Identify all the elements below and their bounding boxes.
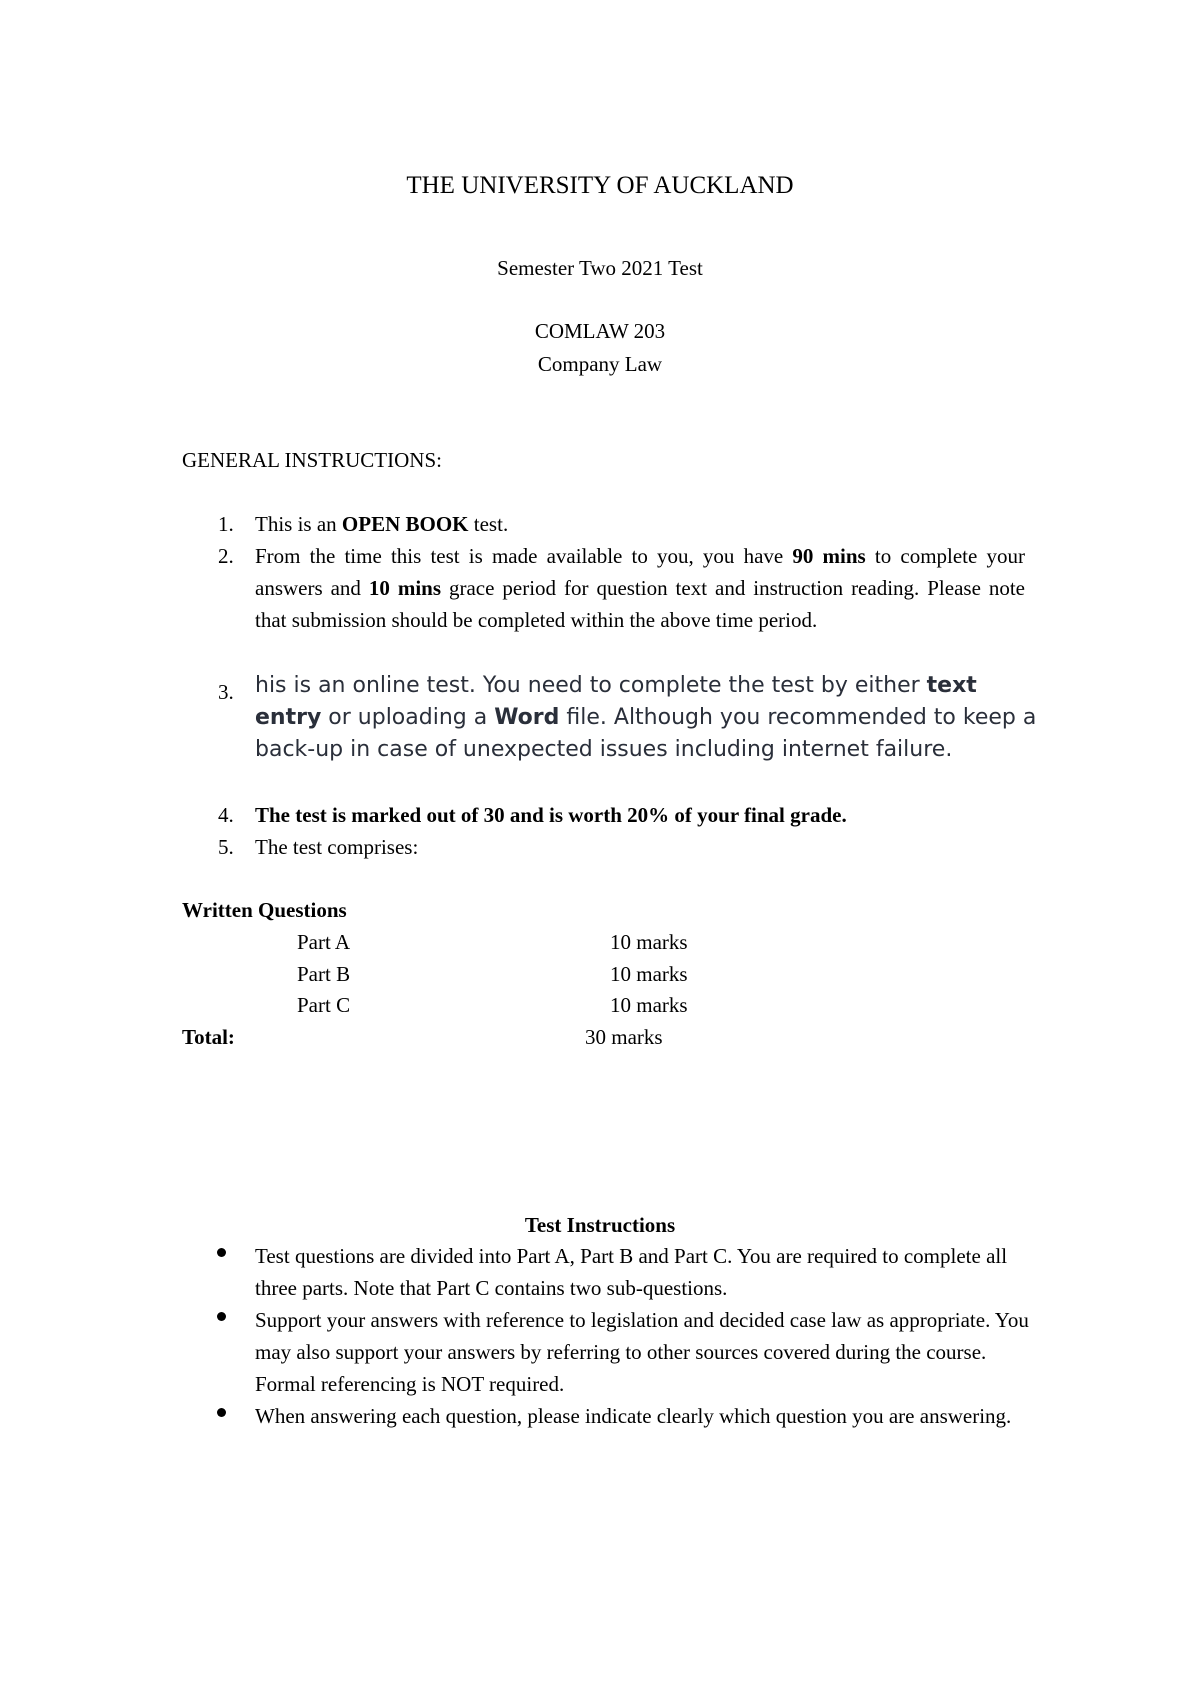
item-text: This is an xyxy=(255,512,342,536)
item-number: 4. xyxy=(218,803,234,827)
item-text: his is an online test. You need to complete the test by either xyxy=(255,673,927,698)
item-number: 3. xyxy=(218,680,234,704)
written-questions-heading: Written Questions xyxy=(182,898,347,922)
item-bold-text: 90 mins xyxy=(792,544,866,568)
item-text: file. Although you recommended to keep a back-up in case of unexpected issues including internet failure. xyxy=(255,705,1037,762)
item-text: to complete your answers and xyxy=(255,544,1025,600)
total-marks: 30 marks xyxy=(585,1025,663,1049)
item-text: or uploading a xyxy=(321,705,495,730)
item-bold-text: OPEN BOOK xyxy=(341,512,469,536)
part-marks: 10 marks xyxy=(610,962,688,986)
test-instructions-heading: Test Instructions xyxy=(524,1213,676,1237)
part-marks: 10 marks xyxy=(610,993,688,1017)
item-bold-text: text entry xyxy=(255,673,977,730)
instruction-item-1 xyxy=(255,508,1025,540)
item-text: test. xyxy=(468,512,509,536)
instruction-item-5: The test comprises: xyxy=(255,835,419,859)
university-title: THE UNIVERSITY OF AUCKLAND xyxy=(406,172,794,199)
test-instruction-bullet: Support your answers with reference to legislation and decided case law as appropriate. You may also support your answers by referring to other sources covered during the course. Formal referencing is NOT required. xyxy=(255,1308,1029,1396)
item-bold-text: 10 mins xyxy=(368,576,442,600)
instruction-item-4: The test is marked out of 30 and is worth 20% of your final grade. xyxy=(255,803,847,827)
instruction-item-2 xyxy=(255,540,1025,636)
part-marks: 10 marks xyxy=(610,930,688,954)
item-text: grace period for question text and instruction reading. Please note that submission should be completed within the above time period. xyxy=(255,576,1025,632)
part-label: Part B xyxy=(297,962,351,986)
part-label: Part A xyxy=(297,930,351,954)
item-bold-text: Word xyxy=(494,705,560,730)
bullet-icon xyxy=(217,1248,226,1257)
test-instruction-bullet: Test questions are divided into Part A, Part B and Part C. You are required to complete all three parts. Note that Part C contains two sub-questions. xyxy=(255,1244,1008,1300)
item-number: 5. xyxy=(218,835,234,859)
item-number: 2. xyxy=(218,544,234,568)
course-code: COMLAW 203 xyxy=(534,319,666,343)
instruction-item-3 xyxy=(255,670,1040,766)
general-instructions-heading: GENERAL INSTRUCTIONS: xyxy=(182,448,442,472)
test-instruction-bullet: When answering each question, please indicate clearly which question you are answering. xyxy=(255,1404,1012,1428)
item-number: 1. xyxy=(218,512,234,536)
item-text: From the time this test is made available to you, you have xyxy=(255,544,793,568)
semester-line: Semester Two 2021 Test xyxy=(497,256,703,280)
bullet-icon xyxy=(217,1408,226,1417)
bullet-icon xyxy=(217,1312,226,1321)
total-label: Total: xyxy=(182,1025,235,1049)
part-label: Part C xyxy=(297,993,351,1017)
course-name: Company Law xyxy=(537,352,663,376)
